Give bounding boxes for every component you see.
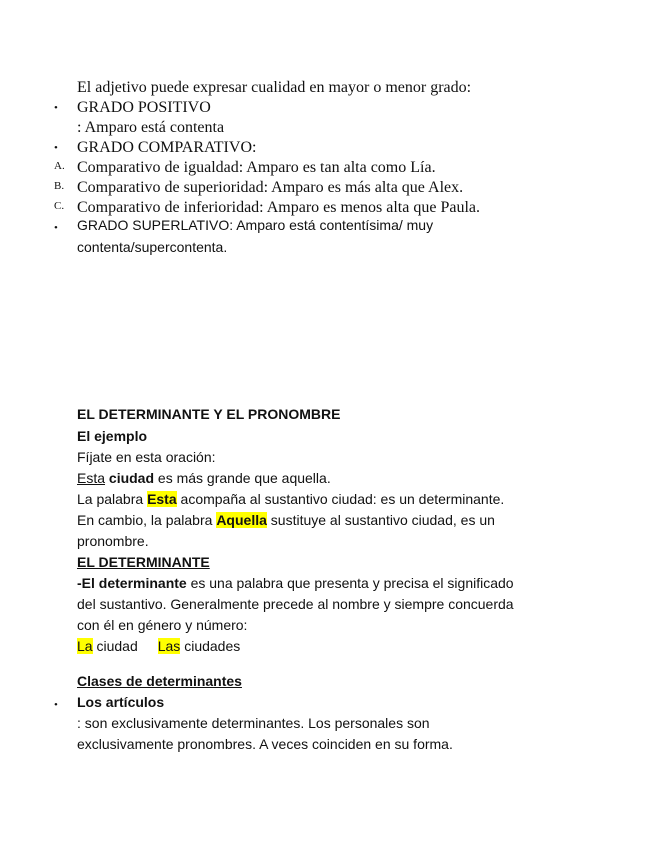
section-title: EL DETERMINANTE Y EL PRONOMBRE bbox=[77, 406, 341, 422]
determinante-heading: EL DETERMINANTE bbox=[77, 554, 210, 570]
highlight-la: La bbox=[77, 638, 93, 654]
grado-positivo-item: GRADO POSITIVO bbox=[77, 99, 211, 116]
comparativo-igualdad: Comparativo de igualdad: Amparo es tan alta como Lía. bbox=[77, 159, 436, 176]
article-examples bbox=[77, 636, 240, 658]
example-ciudades: ciudades bbox=[184, 638, 241, 654]
highlight-las: Las bbox=[157, 638, 181, 654]
sentence-word-esta: Esta bbox=[77, 470, 106, 486]
list-marker-b: B. bbox=[54, 180, 65, 192]
aquella-explanation bbox=[77, 510, 495, 532]
fijate-line: Fíjate en esta oración: bbox=[77, 449, 216, 465]
bullet-marker: • bbox=[54, 142, 58, 154]
esta-after: acompaña al sustantivo ciudad: es un determinante. bbox=[180, 491, 505, 507]
grado-superlativo-line1: GRADO SUPERLATIVO: Amparo está contentísima/ muy bbox=[77, 217, 434, 233]
aquella-after: sustituye al sustantivo ciudad, es un bbox=[270, 512, 495, 528]
grado-superlativo-line2: contenta/supercontenta. bbox=[77, 239, 228, 255]
adjective-intro: El adjetivo puede expresar cualidad en mayor o menor grado: bbox=[77, 79, 472, 96]
definition-line2: del sustantivo. Generalmente precede al nombre y siempre concuerda bbox=[77, 596, 514, 612]
ejemplo-heading: El ejemplo bbox=[77, 428, 148, 444]
articulos-line2: exclusivamente pronombres. A veces coinciden en su forma. bbox=[77, 736, 453, 752]
highlight-aquella: Aquella bbox=[216, 512, 267, 528]
definition-line1 bbox=[77, 573, 514, 595]
list-marker-a: A. bbox=[54, 160, 65, 172]
clases-heading: Clases de determinantes bbox=[77, 673, 242, 689]
list-marker-c: C. bbox=[54, 200, 65, 212]
esta-explanation bbox=[77, 489, 504, 511]
definition-rest: es una palabra que presenta y precisa el significado bbox=[190, 575, 514, 591]
example-sentence bbox=[77, 468, 331, 490]
definition-bold: -El determinante bbox=[77, 575, 187, 591]
sentence-rest: es más grande que aquella. bbox=[157, 470, 331, 486]
definition-line3: con él en género y número: bbox=[77, 617, 248, 633]
pronombre-word: pronombre. bbox=[77, 533, 149, 549]
comparativo-inferioridad: Comparativo de inferioridad: Amparo es menos alta que Paula. bbox=[77, 199, 480, 216]
articulos-line1: : son exclusivamente determinantes. Los personales son bbox=[77, 715, 430, 731]
grado-comparativo-item: GRADO COMPARATIVO: bbox=[77, 139, 257, 156]
sentence-word-ciudad: ciudad bbox=[108, 470, 155, 486]
articulos-heading: Los artículos bbox=[77, 694, 165, 710]
highlight-esta: Esta bbox=[147, 491, 177, 507]
esta-before: La palabra bbox=[77, 491, 144, 507]
bullet-marker: • bbox=[54, 102, 58, 114]
bullet-marker: • bbox=[54, 699, 58, 711]
grado-positivo-example: : Amparo está contenta bbox=[77, 119, 225, 136]
example-ciudad: ciudad bbox=[96, 638, 138, 654]
comparativo-superioridad: Comparativo de superioridad: Amparo es más alta que Alex. bbox=[77, 179, 464, 196]
bullet-marker: • bbox=[54, 222, 58, 234]
aquella-before: En cambio, la palabra bbox=[77, 512, 213, 528]
